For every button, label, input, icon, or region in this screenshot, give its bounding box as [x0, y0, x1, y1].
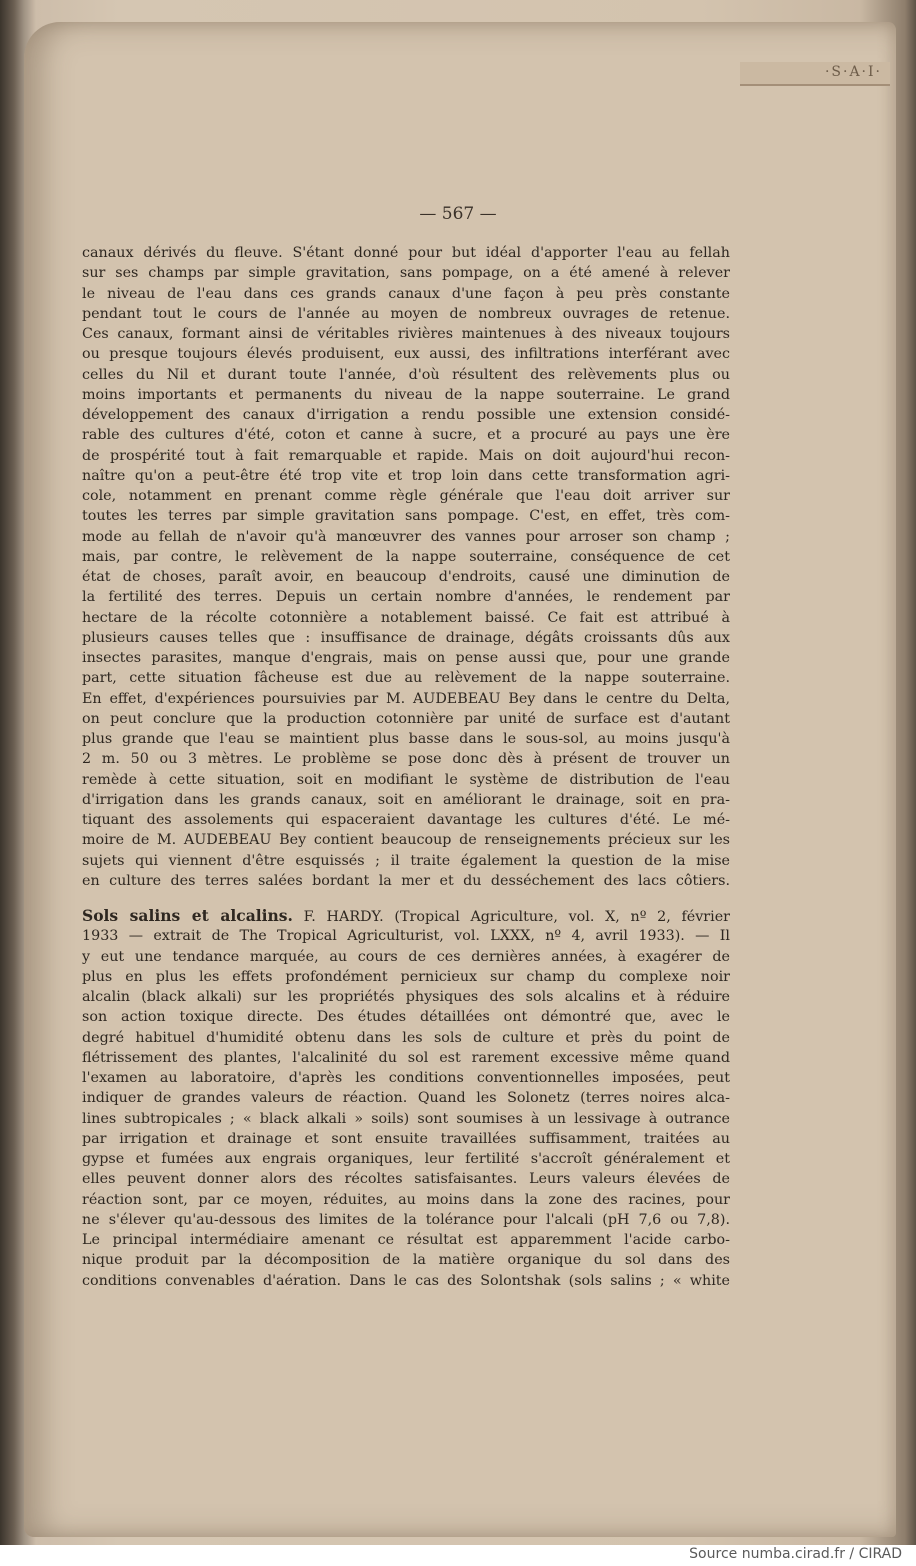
text-line: naître qu'on a peut-être été trop vite et trop loin dans cette transformation agri- — [82, 467, 730, 484]
text-line: flétrissement des plantes, l'alcalinité du sol est rarement excessive même quand — [82, 1049, 730, 1066]
text-line: mode au fellah de n'avoir qu'à manœuvrer des vannes pour arroser son champ ; — [82, 528, 730, 545]
paragraph-2-first-line — [82, 906, 730, 926]
text-line: développement des canaux d'irrigation a rendu possible une extension considé- — [82, 407, 730, 423]
text-line: en culture des terres salées bordant la mer et du desséchement des lacs côtiers. — [82, 872, 730, 889]
text-line: elles peuvent donner alors des récoltes satisfaisantes. Leurs valeurs élevées de — [82, 1171, 730, 1188]
text-line: celles du Nil et durant toute l'année, d'où résultent des relèvements plus ou — [82, 366, 730, 383]
text-line: alcalin (black alkali) sur les propriétés physiques des sols alcalins et à réduire — [82, 989, 730, 1005]
text-line: canaux dérivés du fleuve. S'étant donné pour but idéal d'apporter l'eau au fellah — [82, 245, 730, 261]
text-line: lines subtropicales ; « black alkali » soils) sont soumises à un lessivage à outrance — [82, 1110, 730, 1127]
text-line: 1933 — extrait de The Tropical Agriculturist, vol. LXXX, nº 4, avril 1933). — Il — [82, 928, 730, 945]
text-line: la fertilité des terres. Depuis un certain nombre d'années, le rendement par — [82, 589, 730, 606]
text-line: pendant tout le cours de l'année au moyen de nombreux ouvrages de retenue. — [82, 305, 730, 322]
text-line: sur ses champs par simple gravitation, sans pompage, on a été amené à relever — [82, 265, 730, 282]
text-line: indiquer de grandes valeurs de réaction. Quand les Solonetz (terres noires alca- — [82, 1090, 730, 1107]
text-line: ne s'élever qu'au-dessous des limites de la tolérance pour l'alcali (pH 7,6 ou 7,8). — [82, 1211, 730, 1228]
text-line: état de choses, paraît avoir, en beaucoup d'endroits, causé une diminution de — [82, 569, 730, 585]
text-line: le niveau de l'eau dans ces grands canaux d'une façon à peu près constante — [82, 285, 730, 302]
text-line: hectare de la récolte cotonnière a notablement baissé. Ce fait est attribué à — [82, 609, 730, 626]
section-citation: F. HARDY. (Tropical Agriculture, vol. X, nº 2, février — [292, 909, 730, 925]
text-line: moire de M. AUDEBEAU Bey contient beaucoup de renseignements précieux sur les — [82, 832, 730, 849]
text-line: toutes les terres par simple gravitation sans pompage. C'est, en effet, très com- — [82, 508, 730, 525]
tab-label: ·S·A·I· — [824, 64, 882, 80]
text-line: son action toxique directe. Des études détaillées ont démontré que, avec le — [82, 1009, 730, 1026]
text-line: par irrigation et drainage et sont ensuite travaillées suffisamment, traitées au — [82, 1130, 730, 1147]
text-line: y eut une tendance marquée, au cours de ces dernières années, à exagérer de — [82, 948, 730, 965]
text-line: part, cette situation fâcheuse est due au relèvement de la nappe souterraine. — [82, 670, 730, 687]
text-line: En effet, d'expériences poursuivies par M. AUDEBEAU Bey dans le centre du Delta, — [82, 690, 730, 707]
text-line: sujets qui viennent d'être esquissés ; il traite également la question de la mise — [82, 852, 730, 869]
text-line: Le principal intermédiaire amenant ce résultat est apparemment l'acide carbo- — [82, 1232, 730, 1248]
text-line: 2 m. 50 ou 3 mètres. Le problème se pose donc dès à présent de trouver un — [82, 751, 730, 768]
text-line: nique produit par la décomposition de la matière organique du sol dans des — [82, 1252, 730, 1269]
text-line: conditions convenables d'aération. Dans le cas des Solontshak (sols salins ; « white — [82, 1272, 730, 1289]
text-line: l'examen au laboratoire, d'après les conditions conventionnelles imposées, peut — [82, 1070, 730, 1086]
text-line: réaction sont, par ce moyen, réduites, au moins dans la zone des racines, pour — [82, 1191, 730, 1208]
page-number: — 567 — — [419, 204, 497, 224]
text-line: on peut conclure que la production cotonnière par unité de surface est d'autant — [82, 710, 730, 727]
paragraph-1 — [82, 243, 730, 891]
text-line: plus en plus les effets profondément pernicieux sur champ du complexe noir — [82, 968, 730, 985]
text-line: plusieurs causes telles que : insuffisance de drainage, dégâts croissants dûs aux — [82, 629, 730, 646]
text-line: moins importants et permanents du niveau de la nappe souterraine. Le grand — [82, 386, 730, 403]
text-line: de prospérité tout à fait remarquable et rapide. Mais on doit aujourd'hui recon- — [82, 447, 730, 464]
text-line: gypse et fumées aux engrais organiques, leur fertilité s'accroît généralement et — [82, 1151, 730, 1167]
text-line: mais, par contre, le relèvement de la nappe souterraine, conséquence de cet — [82, 548, 730, 565]
text-line: d'irrigation dans les grands canaux, soit en améliorant le drainage, soit en pra- — [82, 791, 730, 808]
text-line: Ces canaux, formant ainsi de véritables rivières maintenues à des niveaux toujours — [82, 326, 730, 342]
section-title: Sols salins et alcalins. — [82, 906, 293, 925]
text-line: cole, notamment en prenant comme règle générale que l'eau doit arriver sur — [82, 488, 730, 504]
text-line: plus grande que l'eau se maintient plus basse dans le sous-sol, au moins jusqu'à — [82, 731, 730, 747]
paragraph-2 — [82, 906, 730, 1291]
text-line: tiquant des assolements qui espaceraient davantage les cultures d'été. Le mé- — [82, 812, 730, 828]
text-line: rable des cultures d'été, coton et canne à sucre, et a procuré au pays une ère — [82, 427, 730, 444]
text-line: degré habituel d'humidité obtenu dans les sols de culture et près du point de — [82, 1029, 730, 1046]
page-edge-tab — [740, 62, 890, 86]
text-line: ou presque toujours élevés produisent, eux aussi, des infiltrations interférant avec — [82, 346, 730, 363]
text-line: remède à cette situation, soit en modifiant le système de distribution de l'eau — [82, 771, 730, 788]
source-credit: Source numba.cirad.fr / CIRAD — [689, 1546, 902, 1562]
text-line: insectes parasites, manque d'engrais, mais on pense aussi que, pour une grande — [82, 650, 730, 666]
